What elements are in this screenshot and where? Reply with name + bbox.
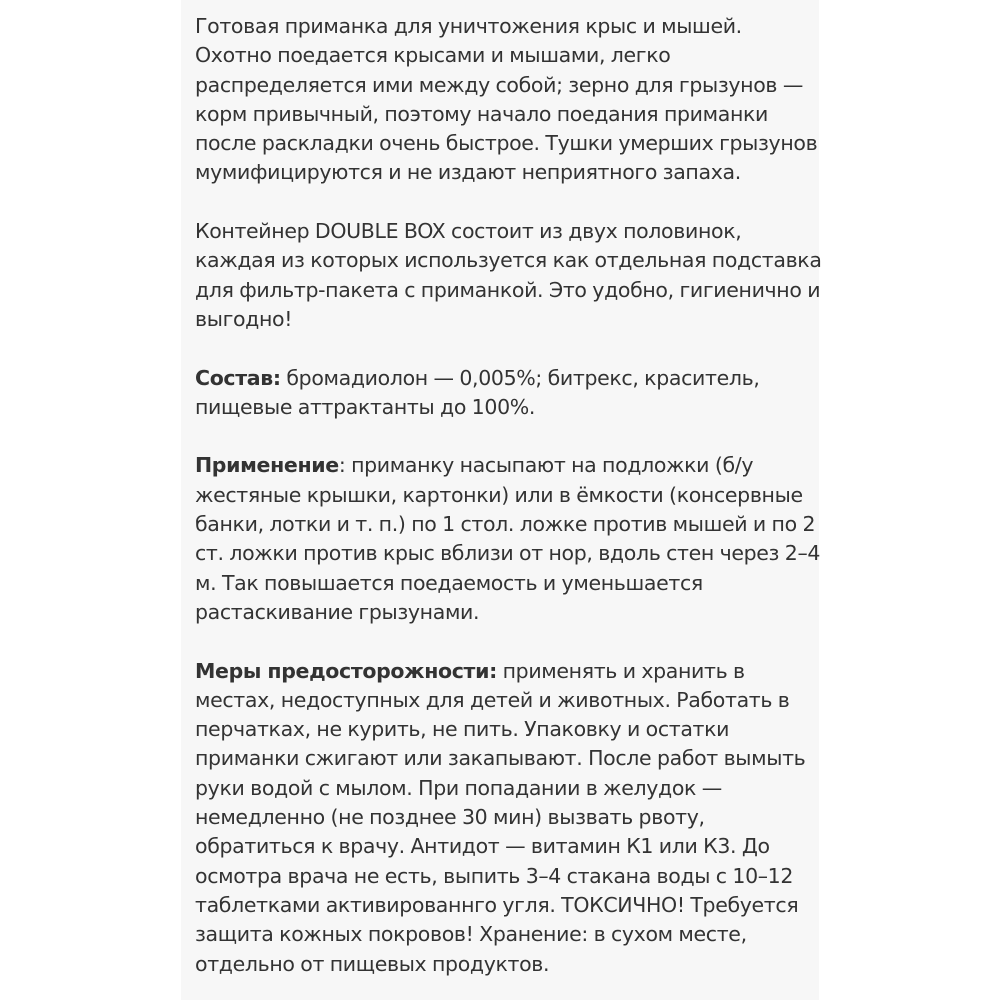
text-line: немедленно (не позднее 30 мин) вызвать рвоту, xyxy=(195,805,705,830)
text-line: растаскивание грызунами. xyxy=(195,599,480,624)
text-line: пищевые аттрактанты до 100%. xyxy=(195,394,536,419)
text-line: для фильтр-пакета с приманкой. Это удобно, гигиенично и xyxy=(195,277,821,302)
usage-text: : приманку насыпают на подложки (б/у xyxy=(338,453,754,478)
text-line: отдельно от пищевых продуктов. xyxy=(195,951,550,976)
text-line: мумифицируются и не издают неприятного запаха. xyxy=(195,160,741,185)
text-line xyxy=(195,451,805,480)
text-line: местах, недоступных для детей и животных. Работать в xyxy=(195,687,790,712)
text-line xyxy=(195,657,805,686)
container-paragraph xyxy=(195,217,822,334)
text-line: Готовая приманка для уничтожения крыс и мышей. xyxy=(195,14,742,38)
text-line: корм привычный, поэтому начало поедания приманки xyxy=(195,101,769,126)
text-line: после раскладки очень быстрое. Тушки умерших грызунов xyxy=(195,131,818,156)
text-line: таблетками активированнго угля. ТОКСИЧНО! Требуется xyxy=(195,892,799,917)
text-line: перчатках, не курить, не пить. Упаковку и остатки xyxy=(195,717,730,742)
text-line xyxy=(195,364,805,393)
composition-paragraph xyxy=(195,364,805,423)
usage-label: Применение xyxy=(195,453,339,478)
text-line: обратиться к врачу. Антидот — витамин К1 или К3. До xyxy=(195,834,770,859)
text-line: м. Так повышается поедаемость и уменьшается xyxy=(195,570,703,595)
composition-text: бромадиолон — 0,005%; битрекс, краситель, xyxy=(280,365,760,390)
text-line: Охотно поедается крысами и мышами, легко xyxy=(195,43,671,68)
description-text xyxy=(195,12,822,1000)
precautions-paragraph xyxy=(195,657,805,979)
text-line: выгодно! xyxy=(195,306,293,331)
composition-label: Состав: xyxy=(195,365,281,390)
text-line: приманки сжигают или закапывают. После работ вымыть xyxy=(195,746,806,771)
precautions-label: Меры предосторожности: xyxy=(195,658,497,683)
text-line: жестяные крышки, картонки) или в ёмкости (консервные xyxy=(195,482,803,507)
text-line: защита кожных покровов! Хранение: в сухом месте, xyxy=(195,922,747,947)
text-line: руки водой с мылом. При попадании в желудок — xyxy=(195,775,722,800)
text-line: распределяется ими между собой; зерно для грызунов — xyxy=(195,72,803,97)
text-line: Контейнер DOUBLE BOX состоит из двух половинок, xyxy=(195,219,742,244)
text-line: каждая из которых используется как отдельная подставка xyxy=(195,248,822,273)
precautions-text: применять и хранить в xyxy=(496,658,745,683)
text-line: осмотра врача не есть, выпить 3–4 стакана воды с 10–12 xyxy=(195,863,794,888)
text-line: банки, лотки и т. п.) по 1 стол. ложке против мышей и по 2 xyxy=(195,512,816,537)
usage-paragraph xyxy=(195,451,821,627)
text-line: ст. ложки против крыс вблизи от нор, вдоль стен через 2–4 xyxy=(195,541,821,566)
intro-paragraph xyxy=(195,12,818,188)
